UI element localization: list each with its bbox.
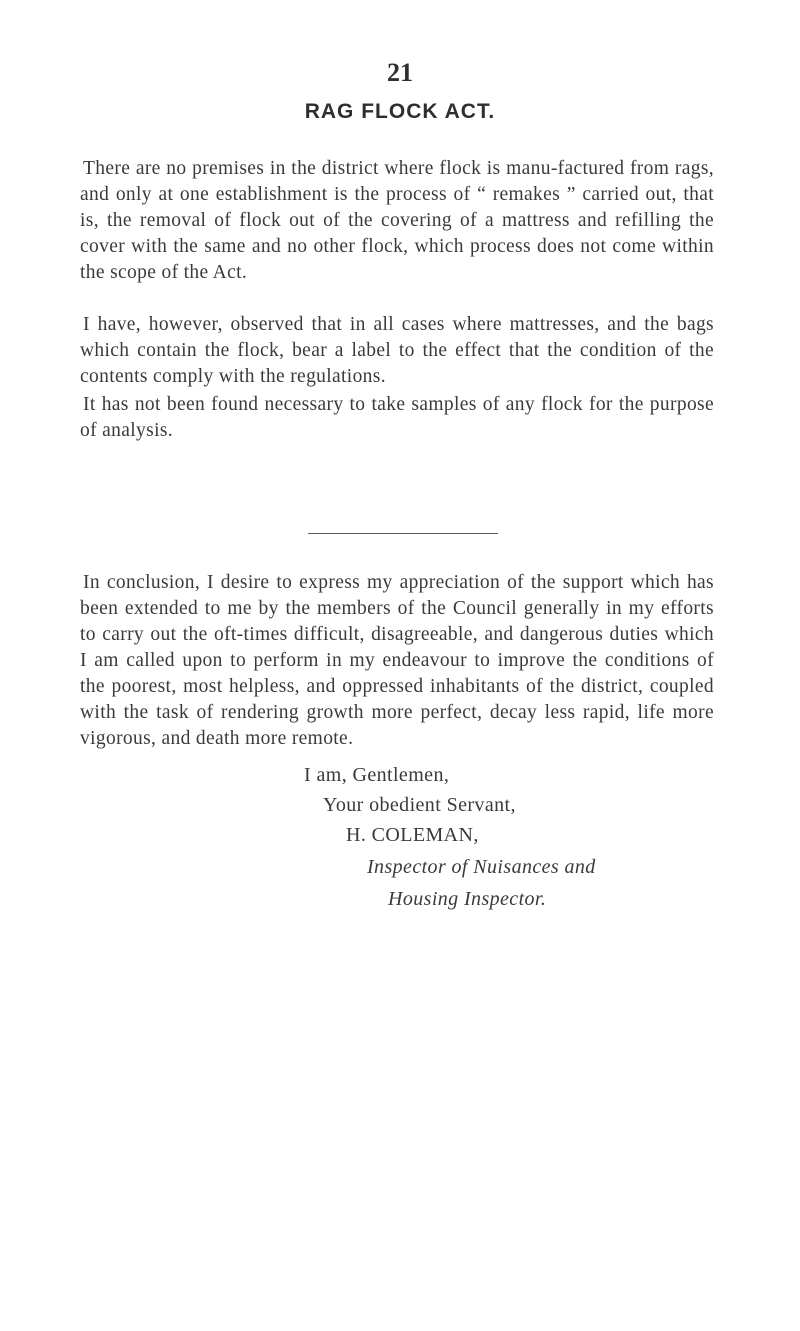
signature-name: H. COLEMAN, xyxy=(346,824,479,846)
paragraph-labels: I have, however, observed that in all cases where mattresses, and the bags which contain the flock, bear a label to the effect that the condition of the contents comply with the regulations. xyxy=(80,314,714,387)
section-title: RAG FLOCK ACT. xyxy=(304,100,496,123)
paragraph-conclusion: In conclusion, I desire to express my appreciation of the support which has been extended to me by the members of the Council generally in my efforts to carry out the oft-times difficult, disagreeable, and dangerous duties which I am called upon to perform in my endeavour to improve the conditions of the poorest, most helpless, and oppressed inhabitants of the district, coupled with the task of rendering growth more perfect, decay less rapid, life more vigorous, and death more remote. xyxy=(80,572,714,749)
signature-closing: I am, Gentlemen, xyxy=(304,764,450,786)
signature-title-line2: Housing Inspector. xyxy=(388,888,547,910)
page-number: 21 xyxy=(387,58,413,87)
signature-servant: Your obedient Servant, xyxy=(323,794,516,816)
paragraph-premises: There are no premises in the district where flock is manu-factured from rags, and only at one establishment is the process of “ remakes ” carried out, that is, the removal of flock out of the covering of a mattress and refilling the cover with the same and no other flock, which process does not come within the scope of the Act. xyxy=(80,158,714,283)
paragraph-samples: It has not been found necessary to take samples of any flock for the purpose of analysis. xyxy=(80,394,714,441)
signature-title-line1: Inspector of Nuisances and xyxy=(367,856,596,878)
section-divider xyxy=(308,533,498,534)
